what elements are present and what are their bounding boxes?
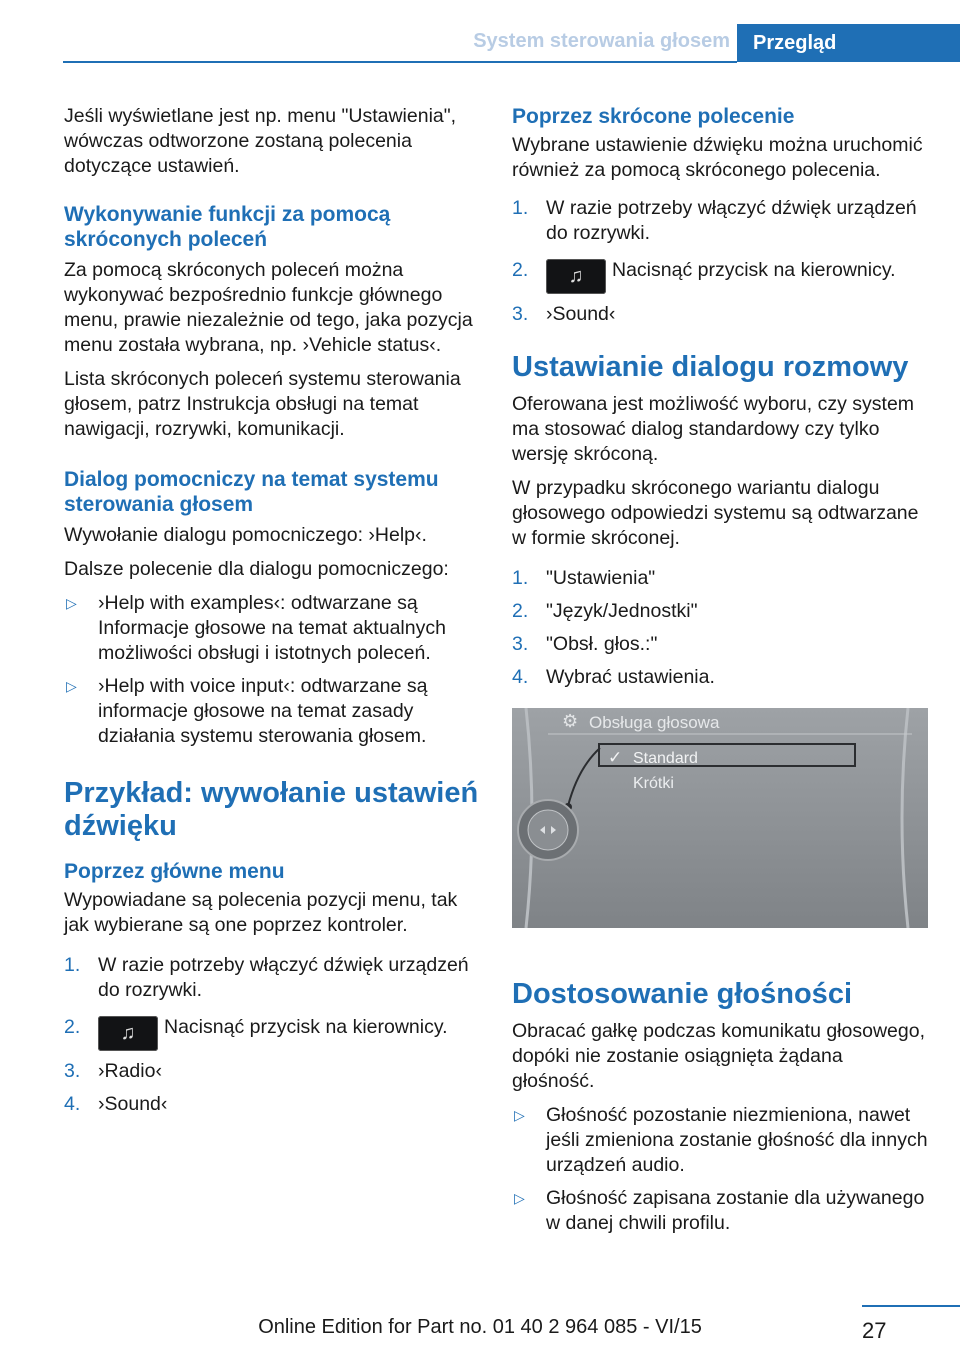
step-text: ›Sound‹ bbox=[546, 303, 616, 325]
step-text: Nacisnąć przycisk na kierownicy. bbox=[612, 259, 896, 281]
short-command-heading: Poprzez skrócone polecenie bbox=[512, 105, 795, 128]
list-item bbox=[64, 674, 480, 749]
step-number: 4. bbox=[64, 1093, 81, 1115]
step-text: ›Radio‹ bbox=[98, 1060, 162, 1082]
step-number: 3. bbox=[512, 303, 529, 325]
step-item bbox=[512, 599, 928, 624]
step-number: 3. bbox=[64, 1060, 81, 1082]
option-label: Standard bbox=[633, 750, 698, 767]
short-command-paragraph: Wybrane ustawienie dźwięku można uruchomić również za pomocą skróconego polecenia. bbox=[512, 134, 923, 181]
page-number-rule bbox=[862, 1305, 960, 1307]
example-heading: Przykład: wywołanie ustawień dźwięku bbox=[64, 777, 479, 842]
list-item-text: Głośność zapisana zostanie dla używanego w danej chwili profilu. bbox=[546, 1187, 925, 1234]
intro-paragraph: Jeśli wyświetlane jest np. menu "Ustawienia", wówczas odtworzone zostaną polecenia dotyczące ustawień. bbox=[64, 105, 457, 177]
gear-icon: ⚙ bbox=[562, 711, 579, 731]
list-item-text: ›Help with examples‹: odtwarzane są Informacje głosowe na temat aktualnych możliwości obsługi i istotnych poleceń. bbox=[98, 592, 446, 664]
list-item bbox=[512, 1186, 928, 1236]
step-text: W razie potrzeby włączyć dźwięk urządzeń do rozrywki. bbox=[546, 197, 917, 244]
step-item bbox=[64, 1059, 480, 1084]
step-number: 1. bbox=[64, 954, 81, 976]
bullet-icon: ▷ bbox=[66, 678, 77, 694]
screen-title: Obsługa głosowa bbox=[589, 713, 720, 732]
page-number: 27 bbox=[862, 1318, 887, 1343]
main-menu-paragraph: Wypowiadane są polecenia pozycji menu, tak jak wybierane są one poprzez kontroler. bbox=[64, 889, 458, 936]
step-text: ›Sound‹ bbox=[98, 1093, 168, 1115]
bullet-icon: ▷ bbox=[66, 595, 77, 611]
header-section-title: System sterowania głosem bbox=[473, 30, 730, 52]
check-icon: ✓ bbox=[608, 748, 623, 767]
header-tab: Przegląd bbox=[737, 24, 960, 62]
help-paragraph-2: Dalsze polecenie dla dialogu pomocniczego: bbox=[64, 558, 449, 580]
list-item-text: ›Help with voice input‹: odtwarzane są informacje głosowe na temat zasady działania systemu sterowania głosem. bbox=[98, 675, 428, 747]
step-item bbox=[512, 665, 928, 690]
footer-edition: Online Edition for Part no. 01 40 2 964 085 - VI/15 bbox=[258, 1316, 702, 1338]
step-number: 1. bbox=[512, 197, 529, 219]
voice-button-icon: ♫ bbox=[98, 1016, 158, 1051]
step-number: 2. bbox=[512, 259, 529, 281]
help-paragraph-1: Wywołanie dialogu pomocniczego: ›Help‹. bbox=[64, 524, 427, 546]
step-item bbox=[64, 1015, 480, 1051]
step-text: W razie potrzeby włączyć dźwięk urządzeń do rozrywki. bbox=[98, 954, 469, 1001]
step-text: Nacisnąć przycisk na kierownicy. bbox=[164, 1016, 448, 1038]
step-item bbox=[512, 302, 928, 327]
step-number: 1. bbox=[512, 567, 529, 589]
volume-heading: Dostosowanie głośności bbox=[512, 978, 852, 1010]
step-item bbox=[64, 953, 480, 1003]
step-item bbox=[512, 258, 928, 294]
step-text: Wybrać ustawienia. bbox=[546, 666, 715, 688]
step-number: 2. bbox=[512, 600, 529, 622]
step-number: 4. bbox=[512, 666, 529, 688]
right-column bbox=[512, 104, 928, 1244]
step-text: "Obsł. głos.:" bbox=[546, 633, 658, 655]
step-text: "Ustawienia" bbox=[546, 567, 656, 589]
shortcuts-heading: Wykonywanie funkcji za pomocą skróconych poleceń bbox=[64, 203, 391, 251]
bullet-icon: ▷ bbox=[514, 1190, 525, 1206]
list-item-text: Głośność pozostanie niezmieniona, nawet jeśli zmieniona zostanie głośność dla innych urządzeń audio. bbox=[546, 1104, 928, 1176]
header-rule bbox=[63, 61, 737, 63]
dialog-paragraph-1: Oferowana jest możliwość wyboru, czy system ma stosować dialog standardowy czy tylko wersję skróconą. bbox=[512, 393, 915, 465]
list-item bbox=[512, 1103, 928, 1178]
help-heading: Dialog pomocniczy na temat systemu sterowania głosem bbox=[64, 468, 439, 516]
dialog-heading: Ustawianie dialogu rozmowy bbox=[512, 351, 909, 383]
step-item bbox=[512, 632, 928, 657]
shortcuts-paragraph-2: Lista skróconych poleceń systemu sterowania głosem, patrz Instrukcja obsługi na temat nawigacji, rozrywki, komunikacji. bbox=[64, 368, 461, 440]
option-standard[interactable] bbox=[598, 743, 856, 767]
step-text: "Język/Jednostki" bbox=[546, 600, 698, 622]
step-number: 3. bbox=[512, 633, 529, 655]
left-column bbox=[64, 104, 480, 1125]
volume-paragraph: Obracać gałkę podczas komunikatu głosowego, dopóki nie zostanie osiągnięta żądana głośność. bbox=[512, 1020, 925, 1092]
option-krotki[interactable]: Krótki bbox=[633, 775, 674, 792]
step-item bbox=[512, 566, 928, 591]
idrive-screenshot bbox=[512, 708, 928, 928]
voice-button-icon: ♫ bbox=[546, 259, 606, 294]
bullet-icon: ▷ bbox=[514, 1107, 525, 1123]
step-item bbox=[64, 1092, 480, 1117]
main-menu-heading: Poprzez główne menu bbox=[64, 860, 285, 883]
shortcuts-paragraph-1: Za pomocą skróconych poleceń można wykonywać bezpośrednio funkcje głównego menu, prawie niezależnie od tego, jaka pozycja menu została wybrana, np. ›Vehicle status‹. bbox=[64, 259, 473, 356]
list-item bbox=[64, 591, 480, 666]
dialog-paragraph-2: W przypadku skróconego wariantu dialogu głosowego odpowiedzi systemu są odtwarzane w formie skróconej. bbox=[512, 477, 919, 549]
step-number: 2. bbox=[64, 1016, 81, 1038]
step-item bbox=[512, 196, 928, 246]
